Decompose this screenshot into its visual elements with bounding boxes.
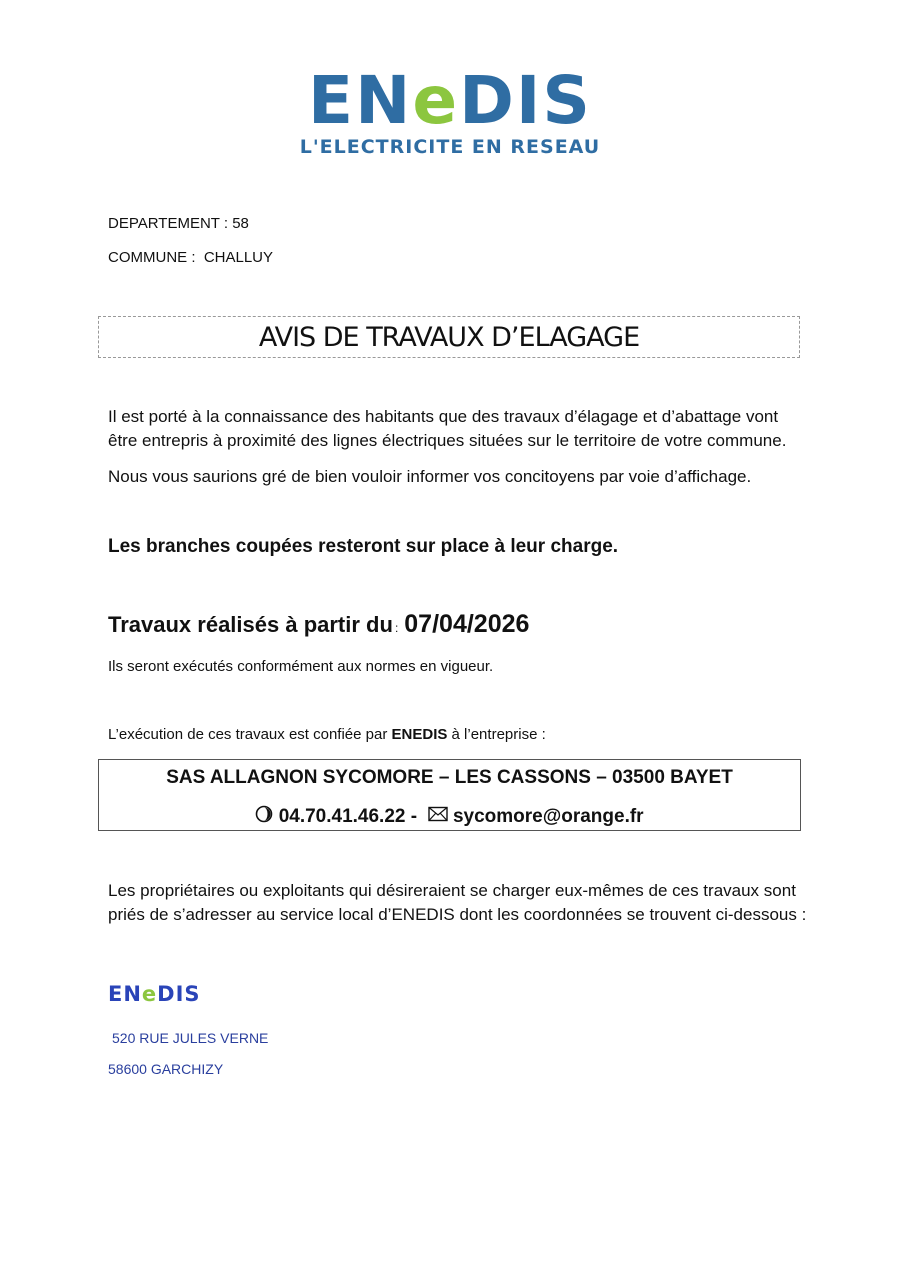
company-email[interactable]: sycomore@orange.fr <box>452 806 644 828</box>
office-address-line-1: 520 RUE JULES VERNE <box>112 1030 269 1046</box>
owners-paragraph: Les propriétaires ou exploitants qui désireraient se charger eux-mêmes de ces travaux sont priés de s’adresser au service local d’ENEDIS dont les coordonnées se trouvent ci-dessous : <box>108 881 807 924</box>
logo-tagline: L'ELECTRICITE EN RESEAU <box>299 136 601 158</box>
phone-icon <box>255 805 273 829</box>
logo-wordmark: ENeDIS <box>308 62 592 139</box>
norms-note: Ils seront exécutés conformément aux normes en vigueur. <box>108 658 494 675</box>
execution-line: L’exécution de ces travaux est confiée par ENEDIS à l’entreprise : <box>108 726 546 743</box>
company-name: SAS ALLAGNON SYCOMORE – LES CASSONS – 03500 BAYET <box>166 767 733 788</box>
works-date: 07/04/2026 <box>404 610 530 638</box>
works-colon: : <box>394 621 399 635</box>
intro-paragraph-1: Il est porté à la connaissance des habitants que des travaux d’élagage et d’abattage vont être entrepris à proximité des lignes électriques situées sur le territoire de votre commune. <box>108 407 787 450</box>
envelope-icon <box>428 806 448 828</box>
commune-label: COMMUNE : CHALLUY <box>108 249 274 266</box>
intro-paragraph-2: Nous vous saurions gré de bien vouloir informer vos concitoyens par voie d’affichage. <box>108 467 752 486</box>
works-label: Travaux réalisés à partir du <box>108 612 393 637</box>
execution-brand: ENEDIS <box>391 726 448 743</box>
office-address-line-2: 58600 GARCHIZY <box>108 1061 224 1077</box>
company-contact: 04.70.41.46.22 - sycomore@orange.fr <box>99 805 800 829</box>
branches-note: Les branches coupées resteront sur place à leur charge. <box>108 536 619 557</box>
company-phone: 04.70.41.46.22 <box>278 806 406 828</box>
enedis-small-logo: ENeDIS <box>108 982 201 1006</box>
page-title: AVIS DE TRAVAUX D’ELAGAGE <box>98 316 800 358</box>
departement-label: DEPARTEMENT : 58 <box>108 215 249 232</box>
works-start-line <box>108 610 529 639</box>
company-box <box>98 759 801 831</box>
enedis-logo <box>0 62 900 158</box>
